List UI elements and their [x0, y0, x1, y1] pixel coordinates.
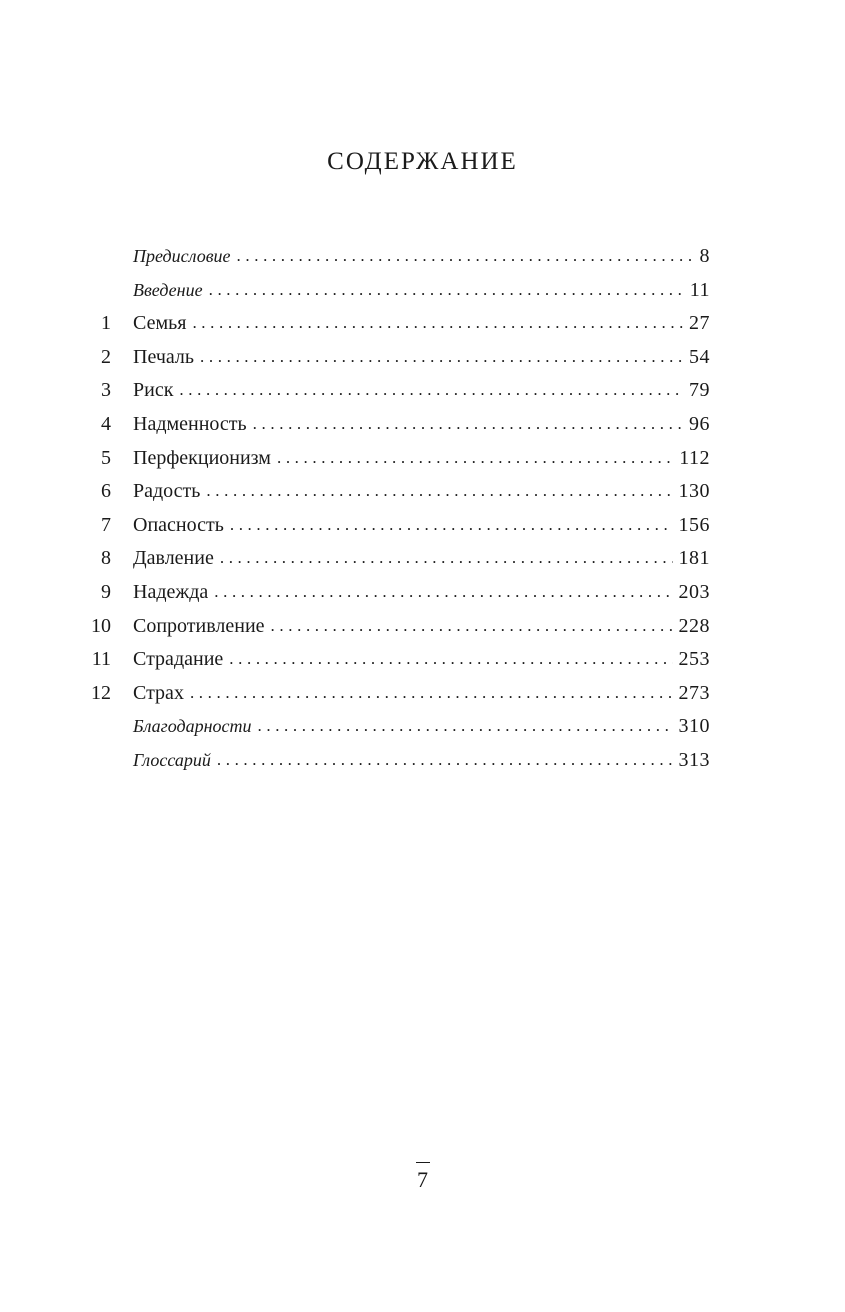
page-number: 7	[417, 1167, 428, 1193]
dot-leader	[209, 273, 684, 307]
dot-leader	[230, 508, 673, 542]
entry-page-number: 273	[678, 681, 710, 704]
entry-page-number: 11	[689, 278, 710, 301]
entry-title: Опасность	[133, 513, 224, 536]
entry-title: Сопротивление	[133, 614, 265, 637]
dot-leader	[271, 609, 673, 643]
entry-title: Риск	[133, 379, 174, 402]
table-of-contents	[80, 240, 710, 778]
toc-entry[interactable]	[80, 341, 710, 375]
toc-entry[interactable]	[80, 374, 710, 408]
chapter-number: 2	[101, 345, 111, 368]
dot-leader	[277, 441, 673, 475]
chapter-number: 6	[101, 480, 111, 503]
entry-page-number: 253	[678, 648, 710, 671]
chapter-number: 8	[101, 547, 111, 570]
chapter-number: 5	[101, 446, 111, 469]
dot-leader	[237, 239, 694, 273]
entry-page-number: 130	[678, 480, 710, 503]
entry-page-number: 27	[689, 312, 710, 335]
dot-leader	[206, 474, 672, 508]
entry-page-number: 181	[678, 547, 710, 570]
dot-leader	[190, 676, 673, 710]
dot-leader	[200, 340, 683, 374]
dot-leader	[214, 575, 672, 609]
entry-title: Семья	[133, 312, 187, 335]
chapter-number: 1	[101, 312, 111, 335]
entry-title: Страдание	[133, 648, 224, 671]
entry-page-number: 156	[678, 513, 710, 536]
toc-entry[interactable]	[80, 509, 710, 543]
entry-title: Предисловие	[133, 246, 231, 266]
chapter-number: 4	[101, 412, 111, 435]
toc-entry[interactable]	[80, 408, 710, 442]
entry-title: Страх	[133, 681, 184, 704]
dot-leader	[179, 373, 683, 407]
chapter-number: 12	[91, 681, 111, 704]
toc-entry[interactable]	[80, 643, 710, 677]
dot-leader	[253, 407, 683, 441]
toc-entry[interactable]	[80, 744, 710, 778]
entry-title: Введение	[133, 279, 203, 300]
chapter-number: 9	[101, 580, 111, 603]
entry-page-number: 310	[678, 715, 710, 738]
toc-entry[interactable]	[80, 710, 710, 744]
entry-page-number: 313	[678, 748, 710, 771]
toc-entry[interactable]	[80, 442, 710, 476]
chapter-number: 10	[91, 614, 111, 637]
page-footer	[0, 1162, 845, 1193]
page-number-rule	[416, 1162, 430, 1163]
toc-entry[interactable]	[80, 475, 710, 509]
chapter-number: 7	[101, 513, 111, 536]
toc-entry[interactable]	[80, 677, 710, 711]
entry-title: Давление	[133, 547, 214, 570]
entry-page-number: 8	[699, 245, 710, 267]
chapter-number: 3	[101, 379, 111, 402]
entry-title: Радость	[133, 480, 201, 503]
entry-title: Благодарности	[133, 716, 252, 737]
page-title: СОДЕРЖАНИЕ	[327, 148, 518, 175]
entry-page-number: 203	[678, 580, 710, 603]
entry-page-number: 228	[678, 614, 710, 637]
toc-entry[interactable]	[80, 307, 710, 341]
entry-page-number: 96	[689, 412, 710, 435]
dot-leader	[258, 709, 673, 743]
toc-entry[interactable]	[80, 542, 710, 576]
entry-title: Глоссарий	[133, 749, 211, 770]
dot-leader	[217, 743, 673, 777]
toc-entry[interactable]	[80, 610, 710, 644]
entry-page-number: 112	[679, 446, 710, 469]
entry-title: Печаль	[133, 345, 195, 368]
dot-leader	[192, 306, 683, 340]
toc-entry[interactable]	[80, 274, 710, 308]
entry-page-number: 54	[689, 345, 710, 368]
entry-title: Надежда	[133, 580, 209, 603]
toc-entry[interactable]	[80, 240, 710, 274]
toc-entry[interactable]	[80, 576, 710, 610]
entry-page-number: 79	[689, 379, 710, 402]
entry-title: Надменность	[133, 412, 247, 435]
dot-leader	[229, 642, 672, 676]
dot-leader	[220, 541, 673, 575]
entry-title: Перфекционизм	[133, 446, 271, 469]
chapter-number: 11	[91, 648, 111, 671]
